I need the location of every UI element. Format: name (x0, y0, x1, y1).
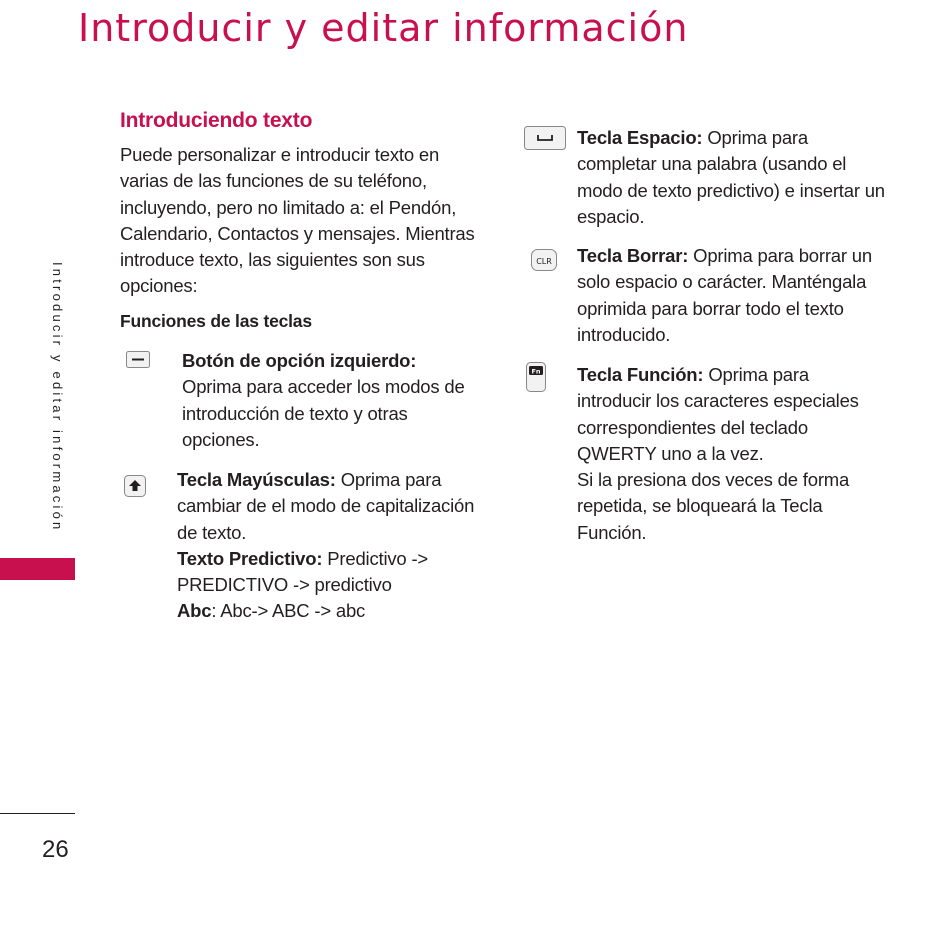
shift-key-desc: Oprima para cambiar de el modo de capitalización de texto. (177, 469, 475, 543)
left-soft-key-description (182, 348, 482, 453)
predictive-text-desc: Predictivo -> PREDICTIVO -> predictivo (177, 547, 429, 596)
clear-key-title: Tecla Borrar: (577, 245, 689, 266)
page-number: 26 (42, 836, 69, 863)
clear-key-desc: Oprima para borrar un solo espacio o carácter. Manténgala oprimida para borrar todo el texto introducido. (577, 245, 872, 345)
shift-arrow-key-icon (124, 475, 146, 497)
shift-key-description (177, 467, 477, 625)
side-tab-marker (0, 558, 75, 580)
abc-mode-title: Abc (177, 600, 212, 622)
fn-key-icon (526, 362, 546, 392)
section-heading: Introduciendo texto (120, 109, 313, 132)
minus-key-icon (126, 351, 150, 368)
left-soft-key-title: Botón de opción izquierdo: (182, 350, 417, 371)
side-section-label: Introducir y editar información (50, 262, 65, 533)
fn-key-desc: Oprima para introducir los caracteres especiales correspondientes del teclado QWERTY uno a la vez. (577, 364, 859, 464)
page-title: Introducir y editar información (78, 6, 689, 50)
space-key-title: Tecla Espacio: (577, 127, 703, 148)
fn-key-title: Tecla Función: (577, 364, 704, 385)
clr-key-icon (531, 249, 557, 271)
predictive-text-title: Texto Predictivo: (177, 547, 323, 569)
fn-key-description (577, 362, 887, 546)
abc-mode-desc: : Abc-> ABC -> abc (211, 600, 366, 622)
left-soft-key-desc: Oprima para acceder los modos de introducción de texto y otras opciones. (182, 376, 465, 450)
fn-key-label: Fn (531, 367, 541, 376)
left-column (120, 108, 480, 332)
shift-key-title: Tecla Mayúsculas: (177, 469, 336, 490)
intro-paragraph: Puede personalizar e introducir texto en varias de las funciones de su teléfono, incluyendo, pero no limitado a: el Pendón, Calendario, Contactos y mensajes. Mientras introduce texto, las siguientes son sus opciones: (120, 144, 475, 297)
space-key-desc: Oprima para completar una palabra (usando el modo de texto predictivo) e insertar un espacio. (577, 127, 885, 227)
fn-key-lock-desc: Si la presiona dos veces de forma repetida, se bloqueará la Tecla Función. (577, 469, 850, 543)
clear-key-description (577, 243, 887, 348)
key-functions-heading: Funciones de las teclas (120, 310, 312, 331)
space-key-icon (524, 126, 566, 150)
clr-key-label: CLR (536, 257, 552, 266)
page-divider (0, 813, 75, 814)
space-key-description (577, 125, 887, 230)
